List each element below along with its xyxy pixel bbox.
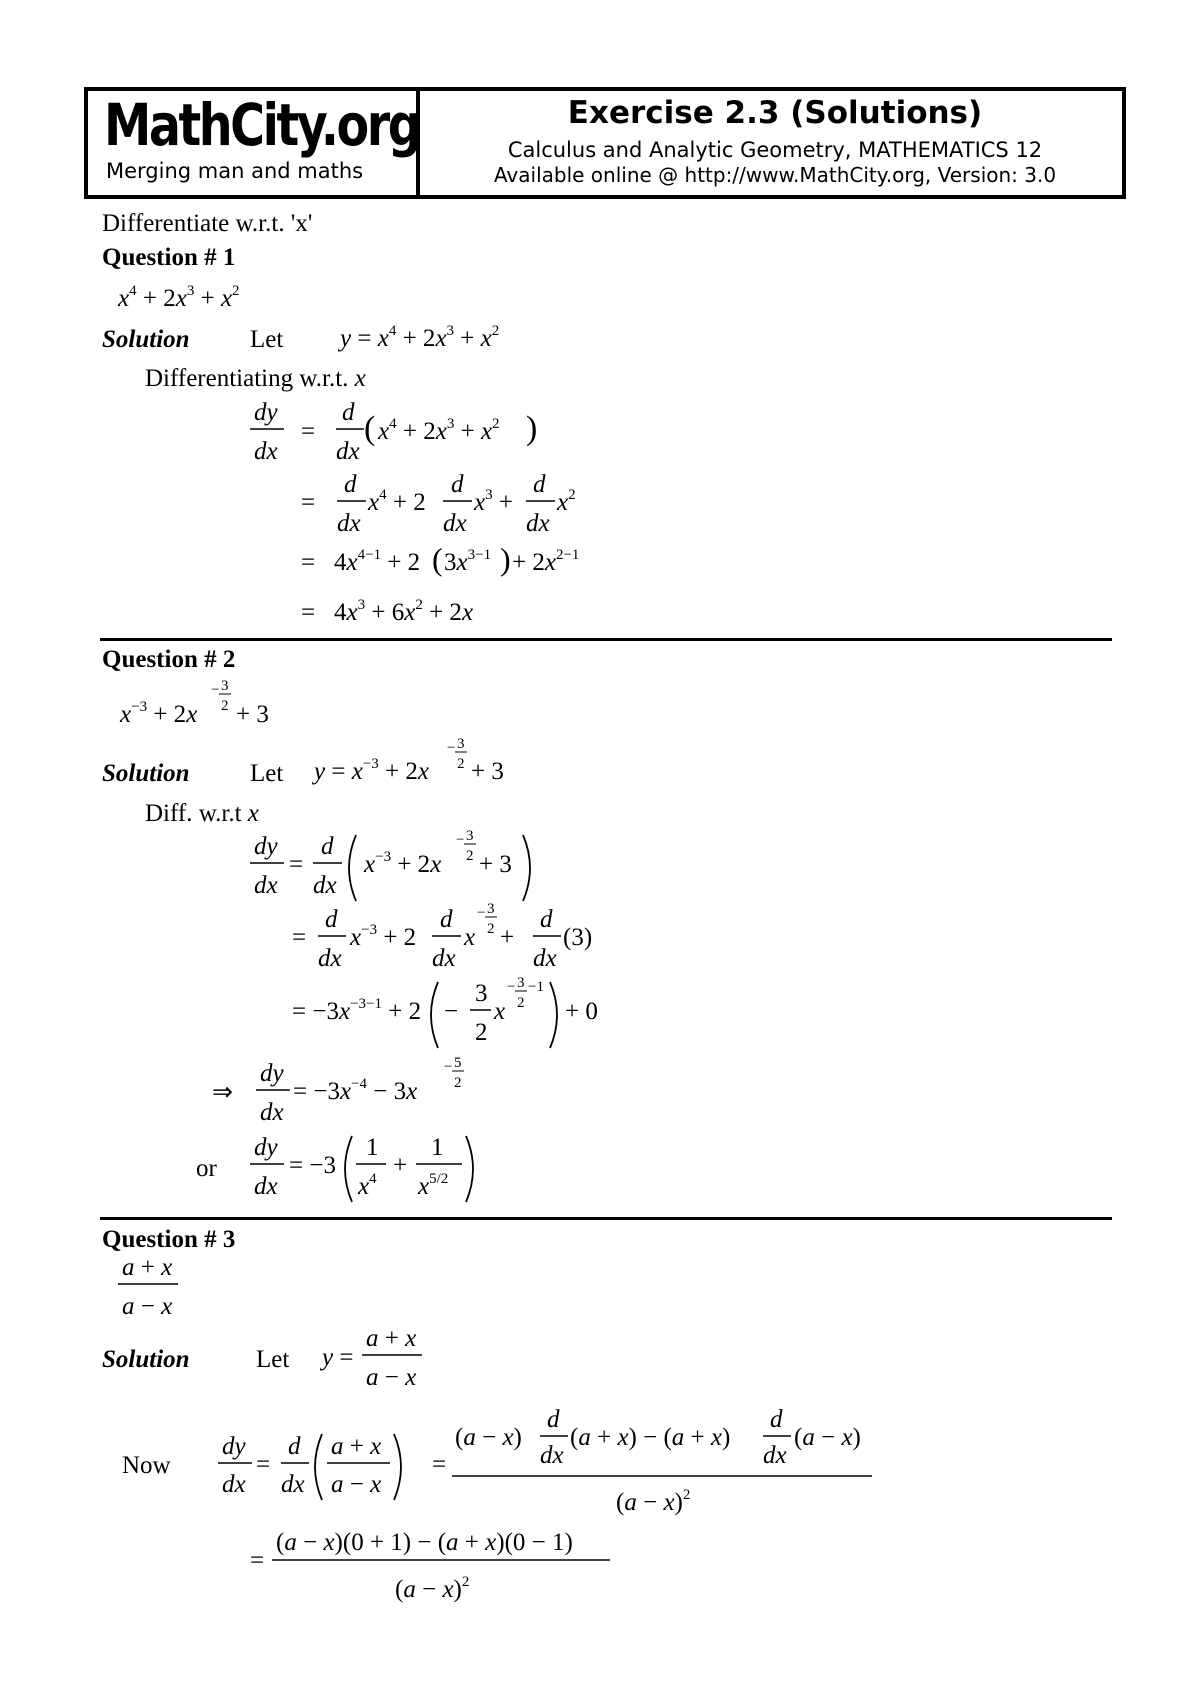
svg-text:−: − <box>444 1059 453 1075</box>
svg-text:2: 2 <box>457 756 465 772</box>
svg-text:+ 3: + 3 <box>471 758 504 785</box>
svg-text:=: = <box>289 851 304 878</box>
tagline: Merging man and maths <box>106 159 364 183</box>
svg-text:2: 2 <box>475 1019 488 1046</box>
svg-text:(: ( <box>432 541 443 577</box>
svg-text:x4 + 2x3 + x2: $x^4 + 2x^3 + x^2$ <box>118 283 240 312</box>
q1-solution-eq <box>337 323 499 352</box>
svg-text:2: 2 <box>221 698 229 714</box>
q3-expression <box>118 1254 178 1320</box>
q3-let-label: Let <box>256 1346 290 1373</box>
svg-text:+ 3: + 3 <box>236 701 269 728</box>
svg-text:(a − x)2: $(a - x)^2$ <box>395 1574 470 1603</box>
q2-step-2 <box>292 901 592 972</box>
svg-text:d: d <box>325 906 338 933</box>
svg-text:5: 5 <box>454 1055 462 1071</box>
q2-step-3 <box>292 975 598 1048</box>
svg-text:): ) <box>500 541 511 577</box>
svg-text:dx: dx <box>313 872 337 899</box>
svg-text:dy: dy <box>254 399 278 426</box>
svg-text:(a − x): (a − x) <box>794 1424 861 1451</box>
svg-text:dy: dy <box>222 1433 246 1460</box>
q3-solution-label: Solution <box>102 1346 190 1373</box>
svg-text:dx: dx <box>526 510 550 537</box>
svg-text:3x3−1: $3x^{3-1}$ <box>444 547 492 576</box>
q1-solution-label: Solution <box>102 326 190 353</box>
svg-text:dx: dx <box>336 438 360 465</box>
svg-text:d: d <box>342 399 355 426</box>
svg-text:dy: dy <box>260 1060 284 1087</box>
svg-text:(a − x)2: $(a - x)^2$ <box>616 1487 691 1516</box>
svg-text:=: = <box>301 418 316 445</box>
svg-text:dx: dx <box>443 510 467 537</box>
svg-text:x2: $x^2$ <box>557 487 576 516</box>
svg-text:y = x−3 + 2x: $y = x^{-3} + 2x$ <box>314 756 430 785</box>
svg-text:3: 3 <box>517 975 525 991</box>
svg-text:dy: dy <box>254 833 278 860</box>
divider-2 <box>100 1217 1112 1220</box>
svg-text:x3 +: $x^3$ + <box>474 487 513 516</box>
svg-text:dx: dx <box>763 1442 787 1469</box>
q1-diff-label: Differentiating w.r.t. <box>145 365 349 392</box>
svg-text:(3): (3) <box>563 924 593 951</box>
svg-text:3: 3 <box>475 980 488 1007</box>
svg-text:dy: dy <box>254 1134 278 1161</box>
q2-diff-label: Diff. w.r.t <box>145 800 242 827</box>
q2-diff-text: Diff. w.r.t x <box>145 800 259 827</box>
q2-step-4 <box>212 1055 464 1126</box>
svg-text:(a + x) − (a + x): (a + x) − (a + x) <box>570 1424 731 1451</box>
svg-text:d: d <box>321 833 334 860</box>
intro-text: Differentiate w.r.t. 'x' <box>102 210 313 237</box>
svg-text:x−3 + 2x: $x^{-3} + 2x$ <box>364 849 442 878</box>
q1-step-4 <box>301 597 473 626</box>
svg-text:=: = <box>301 599 316 626</box>
svg-text:= −3: = −3 <box>289 1152 336 1179</box>
svg-text:x5/2: $x^{5/2}$ <box>418 1171 449 1200</box>
svg-text:a − x: a − x <box>366 1364 417 1391</box>
svg-text:d: d <box>344 471 357 498</box>
svg-text:=: = <box>256 1451 271 1478</box>
svg-text:a + x: a + x <box>366 1325 417 1352</box>
svg-text:dx: dx <box>222 1471 246 1498</box>
svg-text:−: − <box>507 979 516 995</box>
svg-text:a + x: a + x <box>122 1254 173 1281</box>
svg-text:+ 2x2−1: + $2x^{2-1}$ <box>512 547 580 576</box>
q2-solution-label: Solution <box>102 760 190 787</box>
q2-step-1 <box>250 828 530 901</box>
svg-text:⇒: ⇒ <box>212 1079 233 1106</box>
exercise-subtitle: Calculus and Analytic Geometry, MATHEMATICS 12 <box>507 138 1043 162</box>
exercise-title: Exercise 2.3 (Solutions) <box>567 95 983 131</box>
svg-text:dx: dx <box>337 510 361 537</box>
q1-step-1 <box>250 399 537 465</box>
q3-solution-eq <box>319 1325 422 1391</box>
svg-text:=: = <box>292 924 307 951</box>
svg-text:=: = <box>250 1547 265 1574</box>
q2-step-5 <box>250 1134 473 1202</box>
q2-or-label: or <box>196 1155 217 1182</box>
q3-step-2 <box>250 1529 610 1603</box>
svg-text:y = x4 + 2x3 + x2: $y = x^4 + 2x^3 + x^2$ <box>340 323 500 352</box>
svg-text:3: 3 <box>221 678 229 694</box>
svg-text:(a − x): (a − x) <box>455 1424 522 1451</box>
svg-text:+: + <box>393 1152 408 1179</box>
q1-step-2 <box>301 471 576 537</box>
svg-text:d: d <box>288 1433 301 1460</box>
svg-text:dx: dx <box>533 945 557 972</box>
svg-text:d: d <box>533 471 546 498</box>
q1-diff-text: Differentiating w.r.t. x <box>145 365 366 392</box>
svg-text:dx: dx <box>540 1442 564 1469</box>
svg-text:dx: dx <box>254 438 278 465</box>
q3-heading: Question # 3 <box>102 1226 236 1253</box>
divider-1 <box>100 638 1112 641</box>
svg-text:d: d <box>547 1406 560 1433</box>
svg-text:x: x <box>494 998 506 1025</box>
svg-text:1: 1 <box>431 1134 444 1161</box>
svg-text:3: 3 <box>457 736 465 752</box>
q1-expression <box>117 283 240 312</box>
svg-text:a − x: a − x <box>122 1293 173 1320</box>
svg-text:dx: dx <box>281 1471 305 1498</box>
svg-text:= −3x−3−1 + 2: = $-3x^{-3-1} + 2$ <box>292 996 422 1025</box>
availability-line: Available online @ http://www.MathCity.org, Version: 3.0 <box>493 163 1057 187</box>
svg-text:dx: dx <box>432 945 456 972</box>
svg-text:3: 3 <box>466 828 474 844</box>
svg-text:d: d <box>540 906 553 933</box>
svg-text:x4: $x^4$ <box>358 1171 377 1200</box>
svg-text:dx: dx <box>254 1173 278 1200</box>
svg-text:2: 2 <box>487 921 495 937</box>
svg-text:x−3 + 2x: $x^{-3} + 2x$ <box>120 699 198 728</box>
svg-text:+ 3: + 3 <box>479 851 512 878</box>
svg-text:−: − <box>456 832 465 848</box>
q2-expression <box>119 678 269 728</box>
q2-solution-eq <box>311 736 504 785</box>
svg-text:−: − <box>447 740 456 756</box>
svg-text:2: 2 <box>517 995 525 1011</box>
svg-text:(a − x)(0 + 1) − (a + x)(0 − 1: (a − x)(0 + 1) − (a + x)(0 − 1) <box>276 1529 573 1556</box>
q2-heading: Question # 2 <box>102 646 236 673</box>
svg-text:x−3 + 2: $x^{-3} + 2$ <box>350 922 417 951</box>
q1-step-3 <box>301 541 579 577</box>
svg-text:dx: dx <box>260 1099 284 1126</box>
svg-text:+ 0: + 0 <box>565 998 598 1025</box>
svg-text:(: ( <box>364 410 376 447</box>
svg-text:−: − <box>211 682 220 698</box>
site-logo[interactable]: MathCity.org <box>104 91 420 159</box>
svg-text:−1: −1 <box>528 979 544 995</box>
svg-text:x: x <box>464 924 476 951</box>
svg-text:=: = <box>301 549 316 576</box>
svg-text:x4 + 2: $x^4 + 2$ <box>368 487 426 516</box>
svg-text:4x3 + 6x2 + 2x: $4x^3 + 6x^2 + 2x$ <box>334 597 474 626</box>
q1-let-label: Let <box>250 326 284 353</box>
svg-text:−: − <box>477 905 486 921</box>
svg-text:d: d <box>770 1406 783 1433</box>
svg-text:−: − <box>444 998 459 1025</box>
q1-heading: Question # 1 <box>102 244 236 271</box>
svg-text:dx: dx <box>318 945 342 972</box>
svg-text:y =: y = <box>322 1344 354 1371</box>
svg-text:4x4−1 + 2: $4x^{4-1} + 2$ <box>334 547 421 576</box>
q3-step-1 <box>218 1406 872 1516</box>
svg-text:2: 2 <box>454 1075 462 1091</box>
svg-text:+: + <box>500 924 515 951</box>
q2-let-label: Let <box>250 760 284 787</box>
svg-text:= −3x−4 − 3x: = $-3x^{-4} - 3x$ <box>293 1076 418 1105</box>
svg-text:a + x: a + x <box>331 1433 382 1460</box>
svg-text:3: 3 <box>487 901 495 917</box>
svg-text:dx: dx <box>254 872 278 899</box>
svg-text:d: d <box>451 471 464 498</box>
svg-text:): ) <box>526 410 538 447</box>
svg-text:1: 1 <box>366 1134 379 1161</box>
svg-text:x4 + 2x3 + x2: $x^4 + 2x^3 + x^2$ <box>378 416 500 445</box>
svg-text:a − x: a − x <box>331 1471 382 1498</box>
svg-text:=: = <box>432 1451 447 1478</box>
svg-text:d: d <box>440 906 453 933</box>
q3-now-label: Now <box>122 1452 171 1479</box>
svg-text:2: 2 <box>466 848 474 864</box>
svg-text:=: = <box>301 489 316 516</box>
